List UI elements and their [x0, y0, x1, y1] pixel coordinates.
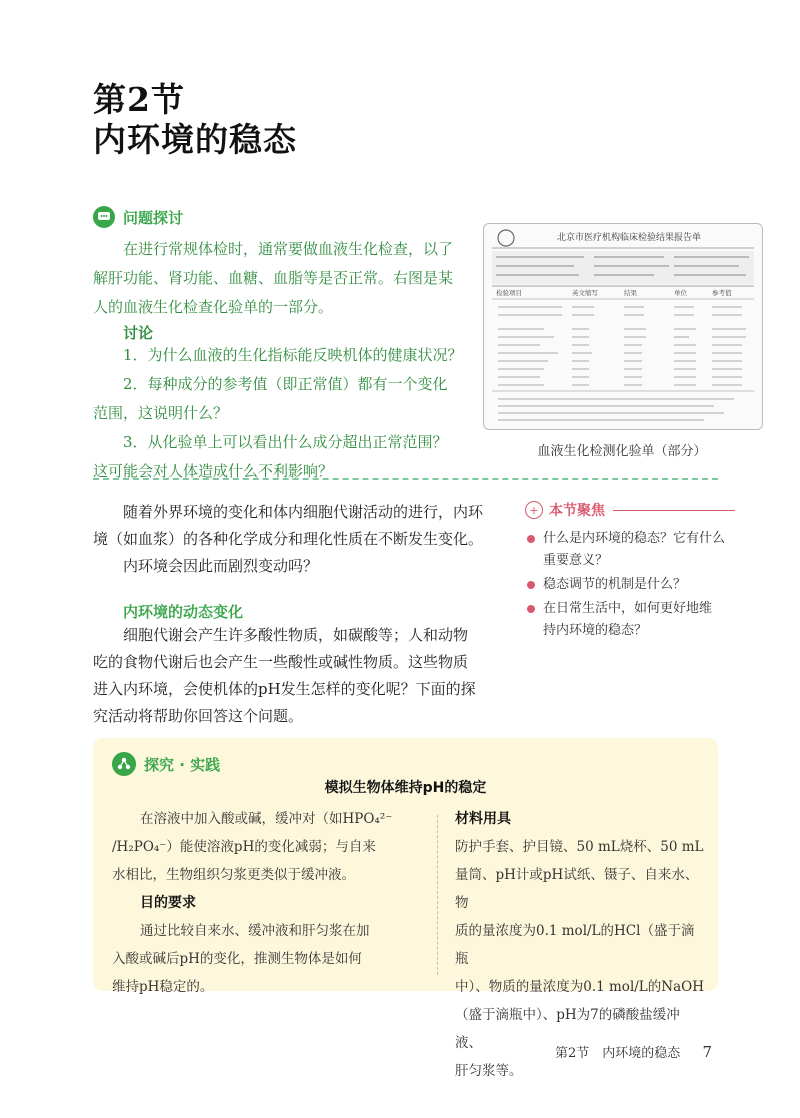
- col-header: 英文缩写: [572, 289, 598, 297]
- materials-label: 材料用具: [455, 811, 511, 827]
- paragraph-line: 究活动将帮助你回答这个问题。: [93, 707, 304, 725]
- page-title: 内环境的稳态: [93, 120, 297, 159]
- paragraph-line: 进入内环境，会使机体的pH发生怎样的变化呢？下面的探: [93, 680, 476, 698]
- materials-line: （盛于滴瓶中）、pH为7的磷酸盐缓冲液、: [455, 1007, 680, 1051]
- page-number: 7: [702, 1043, 712, 1061]
- section-focus: [525, 500, 735, 642]
- report-caption: 血液生化检测化验单（部分）: [537, 444, 707, 459]
- focus-rule: [613, 510, 735, 511]
- footer-section: 第2节 内环境的稳态: [555, 1046, 681, 1061]
- intro-line: 人的血液生化检查化验单的一部分。: [93, 298, 334, 316]
- col-header: 检验项目: [496, 289, 522, 297]
- explore-left-column: [112, 805, 422, 1001]
- focus-item: [525, 598, 735, 642]
- divider: [93, 478, 718, 480]
- focus-item: [525, 574, 735, 596]
- molecule-icon: [112, 752, 136, 776]
- bullet-icon: [527, 535, 535, 543]
- bullet-icon: [527, 581, 535, 589]
- chat-bubble-icon: [93, 206, 115, 228]
- materials-line: 防护手套、护目镜、50 mL烧杯、50 mL: [455, 839, 704, 855]
- explore-heading-label: 探究 · 实践: [144, 755, 221, 774]
- question-3-line: 这可能会对人体造成什么不利影响？: [93, 462, 334, 480]
- goal-label: 目的要求: [140, 895, 196, 911]
- focus-title: 本节聚焦: [549, 503, 605, 519]
- intro-line: 在进行常规体检时，通常要做血液生化检查，以了: [123, 240, 454, 258]
- explore-heading: [112, 752, 220, 776]
- materials-line: 量筒、pH计或pH试纸、镊子、自来水、物: [455, 867, 699, 911]
- focus-item-line: 重要意义？: [543, 553, 609, 568]
- focus-header: [525, 500, 735, 520]
- hospital-emblem-icon: [498, 230, 514, 246]
- explore-line: 水相比，生物组织匀浆更类似于缓冲液。: [112, 867, 355, 883]
- question-3-line: 3．从化验单上可以看出什么成分超出正常范围？: [123, 433, 448, 451]
- materials-line: 肝匀浆等。: [455, 1063, 523, 1079]
- report-title: 北京市医疗机构临床检验结果报告单: [556, 233, 702, 243]
- focus-item-line: 持内环境的稳态？: [543, 623, 648, 638]
- problem-heading: [93, 206, 183, 228]
- body-paragraph: [93, 622, 503, 730]
- paragraph-line: 吃的食物代谢后也会产生一些酸性或碱性物质。这些物质: [93, 653, 469, 671]
- column-divider: [437, 815, 438, 975]
- question-2-line: 范围，这说明什么？: [93, 404, 229, 422]
- paragraph-line: 境（如血浆）的各种化学成分和理化性质在不断发生变化。: [93, 530, 484, 548]
- focus-item-line: 稳态调节的机制是什么？: [543, 577, 687, 592]
- problem-intro: [93, 235, 473, 322]
- bullet-icon: [527, 605, 535, 613]
- lab-report-graphic: [484, 224, 762, 429]
- explore-line: /H₂PO₄⁻）能使溶液pH的变化减弱；与自来: [112, 839, 376, 855]
- focus-item-line: 什么是内环境的稳态？它有什么: [543, 531, 726, 546]
- questions: [93, 341, 473, 486]
- paragraph-line: 细胞代谢会产生许多酸性物质，如碳酸等；人和动物: [123, 626, 469, 644]
- explore-title: 模拟生物体维持pH的稳定: [324, 780, 487, 796]
- page-footer: [555, 1042, 712, 1061]
- paragraph-line: 内环境会因此而剧烈变动吗？: [123, 557, 319, 575]
- lab-report-image: [483, 223, 763, 430]
- intro-line: 解肝功能、肾功能、血糖、血脂等是否正常。右图是某: [93, 269, 454, 287]
- focus-item-line: 在日常生活中，如何更好地维: [543, 601, 713, 616]
- col-header: 单位: [674, 289, 687, 297]
- question-2-line: 2．每种成分的参考值（即正常值）都有一个变化: [123, 375, 448, 393]
- paragraph-line: 随着外界环境的变化和体内细胞代谢活动的进行，内环: [123, 503, 484, 521]
- goal-line: 通过比较自来水、缓冲液和肝匀浆在加: [140, 923, 370, 939]
- question-1: 1．为什么血液的生化指标能反映机体的健康状况？: [123, 346, 463, 364]
- col-header: 结果: [624, 289, 637, 297]
- plus-circle-icon: +: [525, 501, 543, 519]
- section-number: 第2节: [93, 80, 185, 119]
- discuss-label: 讨论: [123, 324, 154, 342]
- intro-paragraph: [93, 499, 503, 580]
- subsection-heading: 内环境的动态变化: [123, 603, 244, 621]
- materials-line: 中）、物质的量浓度为0.1 mol/L的NaOH: [455, 979, 704, 995]
- problem-heading-label: 问题探讨: [123, 208, 184, 227]
- col-header: 参考值: [712, 289, 732, 297]
- explore-line: 在溶液中加入酸或碱，缓冲对（如HPO₄²⁻: [140, 811, 393, 827]
- materials-line: 质的量浓度为0.1 mol/L的HCl（盛于滴瓶: [455, 923, 695, 967]
- focus-item: [525, 528, 735, 572]
- goal-line: 维持pH稳定的。: [112, 979, 214, 995]
- goal-line: 入酸或碱后pH的变化，推测生物体是如何: [112, 951, 362, 967]
